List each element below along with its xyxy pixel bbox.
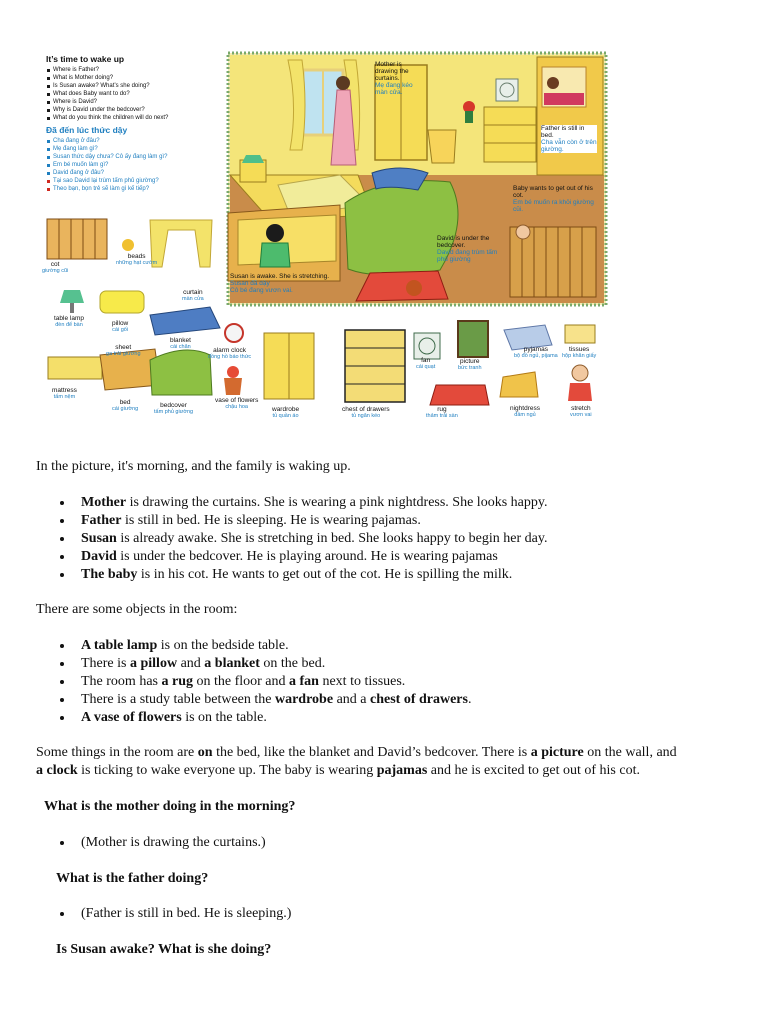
vocab-chest-of-drawers: chest of drawers tủ ngăn kéo [342, 406, 390, 419]
question-item: Susan thức dậy chưa? Cô ấy đang làm gì? [46, 153, 221, 161]
vase-icon [224, 378, 242, 395]
question-item: Why is David under the bedcover? [46, 106, 221, 114]
caption-vi: Susan đã dậy [230, 280, 270, 287]
question-item: Is Susan awake? What’s she doing? [46, 82, 221, 90]
table-lamp-icon [60, 290, 84, 303]
mattress-icon [48, 357, 102, 379]
vietnamese-heading: Đã đến lúc thức dậy [46, 125, 128, 135]
baby-caption [513, 185, 598, 213]
question-item: David đang ở đâu? [46, 169, 221, 177]
picture-dictionary-illustration [40, 45, 615, 430]
answer-1 [36, 834, 266, 852]
question-item: Where is David? [46, 98, 221, 106]
vocab-pyjamas: pyjamas bộ đồ ngủ, pijama [514, 346, 558, 359]
pillow-icon [100, 291, 144, 313]
father-caption [541, 125, 597, 153]
bedcover-icon [150, 350, 212, 395]
question-item: Em bé muốn làm gì? [46, 161, 221, 169]
vocab-bed: bed cái giường [112, 399, 139, 412]
nightdress-icon [500, 372, 538, 397]
list-item: Mother is drawing the curtains. She is wearing a pink nightdress. She looks happy. [36, 494, 547, 512]
vietnamese-block [46, 126, 221, 193]
fan-icon [414, 333, 440, 359]
caption-vi: Mẹ đang kéo màn cửa. [375, 82, 413, 96]
vocab-rug: rug thảm trải sàn [426, 406, 458, 419]
english-questions [46, 66, 221, 122]
vocab-wardrobe: wardrobe tủ quần áo [272, 406, 300, 419]
list-item: There is a pillow and a blanket on the bed. [36, 655, 471, 673]
vocab-pillow: pillow cái gối [112, 320, 129, 333]
vocab-nightdress: nightdress đầm ngủ [510, 405, 540, 418]
question-item: What do you think the children will do next? [46, 114, 221, 122]
family-list [36, 494, 547, 584]
caption-vi: Em bé muốn ra khỏi giường cũi. [513, 199, 594, 213]
vocab-bedcover: bedcover tấm phủ giường [154, 402, 194, 415]
caption-en: Mother is drawing the curtains. [375, 61, 409, 82]
question-item: Tại sao David lại trùm tấm phủ giường? [46, 177, 221, 185]
paragraph-line: a clock is ticking to wake everyone up. The baby is wearing pajamas and he is excited to get out of his cot. [36, 763, 640, 778]
objects-list [36, 637, 471, 727]
summary-paragraph [36, 744, 736, 780]
david-caption [437, 235, 503, 263]
vocab-sheet: sheet ga trải giường [106, 344, 141, 357]
alarm-clock-icon [225, 324, 243, 342]
vocab-tissues: tissues hộp khăn giấy [562, 346, 597, 359]
stretch-icon [572, 365, 588, 381]
list-item: A table lamp is on the bedside table. [36, 637, 471, 655]
vietnamese-questions [46, 137, 221, 193]
vocab-stretch: stretch vươn vai [570, 405, 592, 418]
questions-block [46, 55, 221, 197]
list-item: Father is still in bed. He is sleeping. He is wearing pajamas. [36, 512, 547, 530]
caption-vi: Cha vẫn còn ở trên giường. [541, 139, 597, 153]
caption-en: Baby wants to get out of his cot. [513, 185, 593, 199]
vocab-curtain: curtain màn cửa [182, 289, 204, 302]
cot-icon [47, 219, 107, 259]
vocab-picture: picture bức tranh [458, 358, 482, 371]
caption-en: Susan is awake. She is stretching. [230, 273, 329, 280]
answer-2 [36, 905, 291, 923]
question-item: What is Mother doing? [46, 74, 221, 82]
list-item: Susan is already awake. She is stretching in bed. She looks happy to begin her day. [36, 530, 547, 548]
question-2: What is the father doing? [56, 871, 209, 886]
intro-paragraph: In the picture, it's morning, and the family is waking up. [36, 459, 351, 474]
question-item: Cha đang ở đâu? [46, 137, 221, 145]
mother-caption [375, 61, 420, 96]
vocab-blanket: blanket cái chăn [170, 337, 191, 350]
susan-caption [230, 273, 330, 294]
vocab-beads: beads những hạt cườm [116, 253, 158, 266]
caption-vi: Cô bé đang vươn vai. [230, 287, 293, 294]
list-item: There is a study table between the wardrobe and a chest of drawers. [36, 691, 471, 709]
question-1: What is the mother doing in the morning? [44, 799, 296, 814]
objects-intro: There are some objects in the room: [36, 602, 238, 617]
paragraph-line: Some things in the room are on the bed, like the blanket and David’s bedcover. There is a picture on the wall, and [36, 745, 677, 760]
question-item: Where is Father? [46, 66, 221, 74]
vocab-cot: cot giường cũi [42, 261, 69, 274]
list-item: A vase of flowers is on the table. [36, 709, 471, 727]
list-item: The baby is in his cot. He wants to get out of the cot. He is spilling the milk. [36, 566, 547, 584]
caption-en: David is under the bedcover. [437, 235, 490, 249]
rug-icon [430, 385, 489, 405]
caption-en: Father is still in bed. [541, 125, 585, 139]
list-item: David is under the bedcover. He is playing around. He is wearing pajamas [36, 548, 547, 566]
vocab-vase: vase of flowers chậu hoa [215, 397, 259, 410]
question-item: What does Baby want to do? [46, 90, 221, 98]
list-item: The room has a rug on the floor and a fan next to tissues. [36, 673, 471, 691]
vocab-alarm-clock: alarm clock đồng hồ báo thức [208, 347, 252, 360]
beads-icon [122, 239, 134, 251]
english-heading: It’s time to wake up [46, 54, 125, 64]
list-item: (Father is still in bed. He is sleeping.) [36, 905, 291, 923]
question-item: Mẹ đang làm gì? [46, 145, 221, 153]
vocab-table-lamp: table lamp đèn để bàn [54, 315, 84, 328]
curtain-icon [150, 220, 212, 267]
question-3: Is Susan awake? What is she doing? [56, 942, 272, 957]
list-item: (Mother is drawing the curtains.) [36, 834, 266, 852]
vocab-mattress: mattress tấm nệm [52, 387, 77, 400]
blanket-icon [150, 307, 220, 335]
vocab-fan: fan cái quạt [416, 357, 436, 370]
tissues-icon [565, 325, 595, 343]
question-item: Theo bạn, bọn trẻ sẽ làm gì kế tiếp? [46, 185, 221, 193]
caption-vi: David đang trùm tấm phủ giường [437, 249, 498, 263]
picture-icon [458, 321, 488, 357]
